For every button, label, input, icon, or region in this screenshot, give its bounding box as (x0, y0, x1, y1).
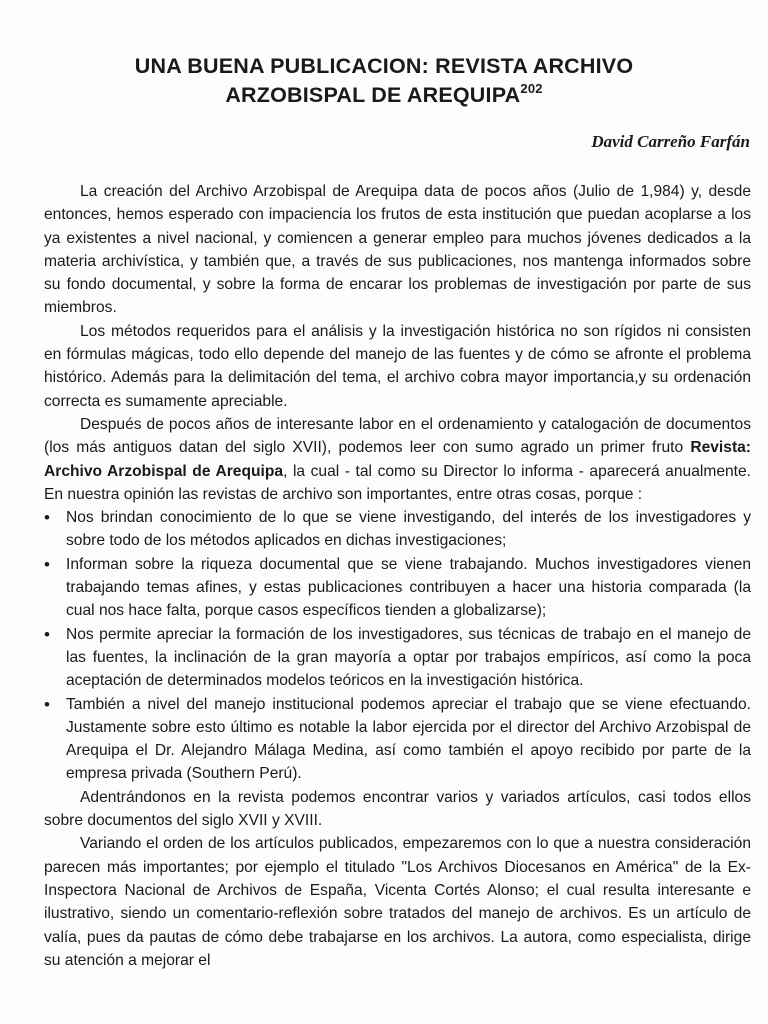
paragraph-5: Variando el orden de los artículos publicados, empezaremos con lo que a nuestra consideración parecen más importantes; por ejemplo el titulado "Los Archivos Diocesanos en América" de la Ex-Inspectora Nacional de Archivos de España, Vicenta Cortés Alonso; el cual resulta interesante e ilustrativo, siendo un comentario-reflexión sobre tratados del manejo de archivos. Es un artículo de valía, pues da pautas de cómo debe trabajarse en los archivos. La autora, como especialista, dirige su atención a mejorar el (44, 835, 751, 969)
title-line-2: ARZOBISPAL DE AREQUIPA (225, 83, 521, 107)
paragraph-2: Los métodos requeridos para el análisis y la investigación histórica no son rígidos ni consisten en fórmulas mágicas, todo ello depende del manejo de las fuentes y de cómo se afronte el problema histórico. Además para la delimitación del tema, el archivo cobra mayor importancia,y su ordenación correcta es sumamente apreciable. (44, 322, 751, 410)
paragraph-1: La creación del Archivo Arzobispal de Arequipa data de pocos años (Julio de 1,984) y, desde entonces, hemos esperado con impaciencia los frutos de esta institución que puedan acoplarse a los ya existentes a nivel nacional, y comiencen a generar empleo para muchos jóvenes dedicados a la materia archivística, y también que, a través de sus publicaciones, nos mantenga informados sobre su fondo documental, y sobre la forma de encarar los problemas de investigación por parte de sus miembros. (44, 183, 751, 317)
bullet-list (44, 506, 751, 786)
paragraph-4: Adentrándonos en la revista podemos encontrar varios y variados artículos, casi todos ellos sobre documentos del siglo XVII y XVIII. (44, 788, 751, 830)
bullet-item-3: • Nos permite apreciar la formación de los investigadores, sus técnicas de trabajo en el manejo de las fuentes, la inclinación de la gran mayoría a optar por trabajos empíricos, así como la poca aceptación de determinados modelos teóricos en la investigación histórica. (44, 623, 751, 693)
journal-name-bold: Revista: Archivo Arzobispal de Arequipa (44, 439, 751, 480)
bullet-item-4: • También a nivel del manejo institucional podemos apreciar el trabajo que se viene efectuando. Justamente sobre esto último es notable la labor ejercida por el director del Archivo Arzobispal de Arequipa el Dr. Alejandro Málaga Medina, así como también el apoyo recibido por parte de la empresa privada (Southern Perú). (44, 693, 751, 786)
bullet-item-1: • Nos brindan conocimiento de lo que se viene investigando, del interés de los investigadores y sobre todo de los métodos aplicados en dichas investigaciones; (44, 506, 751, 553)
title-line-1: UNA BUENA PUBLICACION: REVISTA ARCHIVO (134, 54, 634, 78)
footnote-reference: 202 (520, 81, 543, 96)
bullet-item-2: • Informan sobre la riqueza documental que se viene trabajando. Muchos investigadores vienen trabajando temas afines, y estas publicaciones contribuyen a hacer una historia comparada (la cual nos hace falta, porque casos específicos tienden a globalizarse); (44, 553, 751, 623)
article-body (44, 180, 751, 972)
author-name: David Carreño Farfán (591, 132, 750, 151)
article-title (0, 52, 768, 110)
paragraph-3 (44, 413, 751, 506)
paragraph-3-text-a: Después de pocos años de interesante labor en el ordenamiento y catalogación de documentos (los más antiguos datan del siglo XVII), podemos leer con sumo agrado un primer fruto (44, 415, 751, 457)
paragraph-3-text-b: , la cual - tal como su Director lo informa - aparecerá anualmente. En nuestra opinión las revistas de archivo son importantes, entre otras cosas, porque : (44, 462, 751, 503)
